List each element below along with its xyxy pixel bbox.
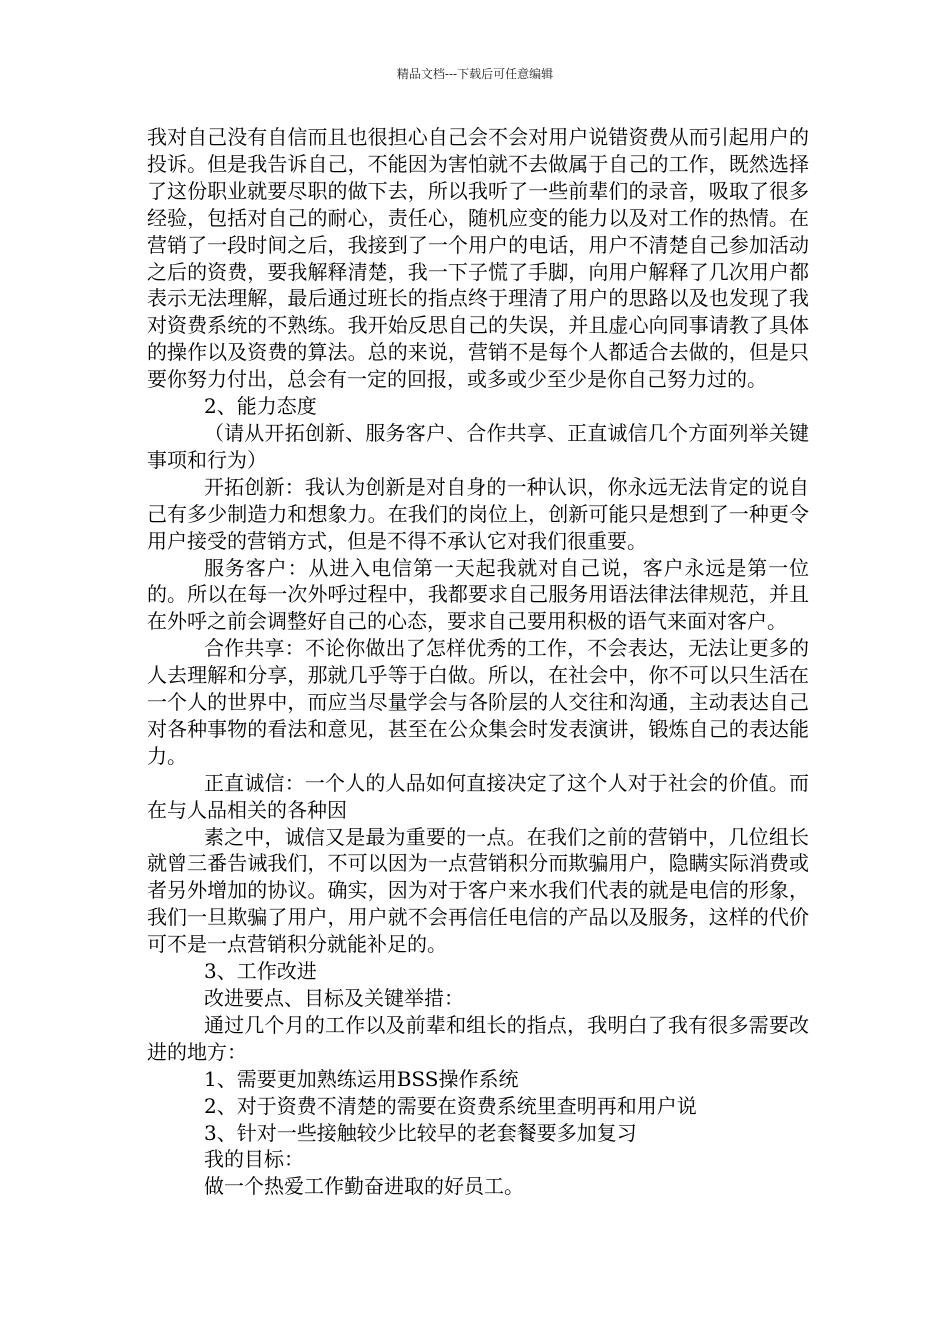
list-item: 3、针对一些接触较少比较早的老套餐要多加复习 [204,1120,637,1145]
paragraph: 我对自己没有自信而且也很担心自己会不会对用户说错资费从而引起用户的投诉。但是我告诉自己，不能因为害怕就不去做属于自己的工作，既然选择了这份职业就要尽职的做下去，所以我听了一些前辈们的录音，吸取了很多经验，包括对自己的耐心，责任心，随机应变的能力以及对工作的热情。在营销了一段时间之后，我接到了一个用户的电话，用户不清楚自己参加活动之后的资费，要我解释清楚，我一下子慌了手脚，向用户解释了几次用户都表示无法理解，最后通过班长的指点终于理清了用户的思路以及也发现了我对资费系统的不熟练。我开始反思自己的失误，并且虚心向同事请教了具体的操作以及资费的算法。总的来说，营销不是每个人都适合去做的，但是只要你努力付出，总会有一定的回报，或多或少至少是你自己努力过的。 [147,125,809,392]
section-instruction: （请从开拓创新、服务客户、合作共享、正直诚信几个方面列举关键事项和行为） [147,420,809,472]
paragraph: 素之中，诚信又是最为重要的一点。在我们之前的营销中，几位组长就曾三番告诫我们，不可以因为一点营销积分而欺骗用户，隐瞒实际消费或者另外增加的协议。确实，因为对于客户来水我们代表的就是电信的形象，我们一旦欺骗了用户，用户就不会再信任电信的产品以及服务，这样的代价可不是一点营销积分就能补足的。 [147,824,809,957]
paragraph: 正直诚信：一个人的人品如何直接决定了这个人对于社会的价值。而在与人品相关的各种因 [147,770,809,822]
subheading: 我的目标： [204,1147,304,1172]
section-heading: 3、工作改进 [204,959,317,984]
list-item: 2、对于资费不清楚的需要在资费系统里查明再和用户说 [204,1093,697,1118]
list-item: 1、需要更加熟练运用BSS操作系统 [204,1066,519,1091]
paragraph: 服务客户：从进入电信第一天起我就对自己说，客户永远是第一位的。所以在每一次外呼过程中，我都要求自己服务用语法律法律规范，并且在外呼之前会调整好自己的心态，要求自己要用积极的语气来面对客户。 [147,555,809,634]
paragraph: 做一个热爱工作勤奋进取的好员工。 [204,1174,524,1199]
document-body [147,124,809,1200]
section-heading: 2、能力态度 [204,394,317,419]
paragraph: 合作共享：不论你做出了怎样优秀的工作，不会表达，无法让更多的人去理解和分享，那就几乎等于白做。所以，在社会中，你不可以只生活在一个人的世界中，而应当尽量学会与各阶层的人交往和沟通，主动表达自己对各种事物的看法和意见，甚至在公众集会时发表演讲，锻炼自己的表达能力。 [147,636,809,768]
paragraph: 通过几个月的工作以及前辈和组长的指点，我明白了我有很多需要改进的地方： [147,1012,809,1064]
subheading: 改进要点、目标及关键举措： [204,986,464,1010]
page-header: 精品文档---下载后可任意编辑 [396,67,554,81]
paragraph: 开拓创新：我认为创新是对自身的一种认识，你永远无法肯定的说自己有多少制造力和想象力。在我们的岗位上，创新可能只是想到了一种更令用户接受的营销方式，但是不得不承认它对我们很重要。 [147,474,809,553]
